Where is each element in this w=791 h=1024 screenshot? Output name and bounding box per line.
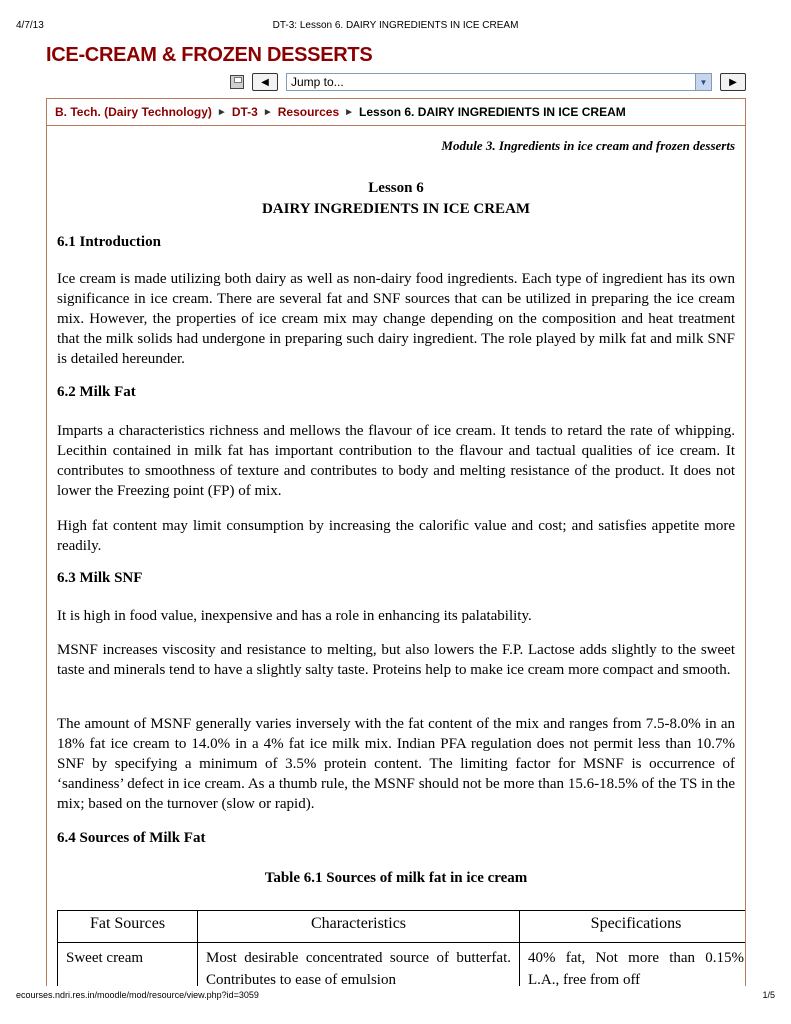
paragraph-milk-snf-3: The amount of MSNF generally varies inversely with the fat content of the mix and ranges from 7.5-8.0% in an 18% fat ice cream to 14.0% in a 4% fat ice milk mix. Indian PFA regulation does not permit less than 10.7% SNF by specifying a minimum of 3.5% protein content. The limiting factor for MSNF is occurrence of ‘sandiness’ defect in ice cream. As a thumb rule, the MSNF should not be more than 15.6-18.5% of the TS in the mix; based on the turnover (slow or rapid). [57, 716, 735, 812]
site-title[interactable]: ICE-CREAM & FROZEN DESSERTS [46, 44, 373, 66]
paragraph-milk-snf-2: MSNF increases viscosity and resistance to melting, but also lowers the F.P. Lactose adds slightly to the sweet taste and minerals tend to have a slightly salty taste. Proteins help to make ice cream more compact and smooth. [57, 642, 735, 678]
table-header-cell: Characteristics [198, 911, 520, 943]
table-header-cell: Fat Sources [58, 911, 198, 943]
lesson-heading [47, 178, 745, 220]
breadcrumb-current: Lesson 6. DAIRY INGREDIENTS IN ICE CREAM [359, 105, 626, 119]
breadcrumb-link-resources[interactable]: Resources [277, 105, 340, 119]
breadcrumb-separator-icon: ► [262, 106, 273, 118]
table-cell-source: Sweet cream [58, 943, 198, 987]
next-button[interactable] [720, 73, 746, 91]
print-url: ecourses.ndri.res.in/moodle/mod/resource/view.php?id=3059 [16, 990, 259, 1000]
section-heading-sources: 6.4 Sources of Milk Fat [57, 830, 206, 846]
right-arrow-icon: ▶ [729, 76, 737, 88]
paragraph-milk-snf-1: It is high in food value, inexpensive and has a role in enhancing its palatability. [57, 608, 532, 624]
paragraph-introduction: Ice cream is made utilizing both dairy as well as non-dairy food ingredients. Each type of ingredient has its own significance in ice cream. There are several fat and SNF sources that can be utilized in preparing the ice cream mix. However, the properties of ice cream mix may change depending on the composition and heat treatment that the milk solids had undergone in preparing such dairy ingredient. The role played by milk fat and milk SNF is detailed hereunder. [57, 271, 735, 367]
lesson-number: Lesson 6 [368, 180, 424, 196]
save-icon[interactable] [230, 75, 244, 89]
section-heading-introduction: 6.1 Introduction [57, 234, 161, 250]
chevron-down-icon[interactable]: ▼ [695, 74, 711, 90]
jump-to-value: Jump to... [291, 75, 344, 89]
fat-sources-table [57, 910, 746, 986]
table-row [58, 943, 747, 987]
table-header-row [58, 911, 747, 943]
breadcrumb [46, 98, 746, 126]
left-arrow-icon: ◀ [261, 76, 269, 88]
breadcrumb-link-btech[interactable]: B. Tech. (Dairy Technology) [55, 105, 212, 119]
table-caption: Table 6.1 Sources of milk fat in ice cream [264, 870, 528, 886]
table-cell-specifications: 40% fat, Not more than 0.15% L.A., free from off [520, 943, 747, 987]
section-heading-milk-fat: 6.2 Milk Fat [57, 384, 136, 400]
breadcrumb-separator-icon: ► [216, 106, 227, 118]
print-page-number: 1/5 [762, 990, 775, 1000]
breadcrumb-separator-icon: ► [344, 106, 355, 118]
lesson-content [46, 126, 746, 986]
paragraph-milk-fat-2: High fat content may limit consumption by increasing the calorific value and cost; and satisfies appetite more readily. [57, 518, 735, 554]
breadcrumb-link-dt3[interactable]: DT-3 [231, 105, 258, 119]
prev-button[interactable] [252, 73, 278, 91]
print-date: 4/7/13 [16, 20, 44, 31]
module-label: Module 3. Ingredients in ice cream and frozen desserts [441, 138, 735, 153]
table-header-cell: Specifications [520, 911, 747, 943]
section-heading-milk-snf: 6.3 Milk SNF [57, 570, 143, 586]
print-footer [16, 990, 775, 1004]
jump-to-select[interactable] [286, 73, 712, 91]
print-header [16, 20, 775, 34]
table-cell-characteristics: Most desirable concentrated source of butterfat. Contributes to ease of emulsion [198, 943, 520, 987]
jump-bar [230, 72, 746, 92]
lesson-title: DAIRY INGREDIENTS IN ICE CREAM [261, 201, 531, 217]
paragraph-milk-fat-1: Imparts a characteristics richness and mellows the flavour of ice cream. It tends to retard the rate of whipping. Lecithin contained in milk fat has important contribution to the flavour and tactual qualities of ice cream. It contributes to smoothness of texture and contributes to body and melting resistance of the product. It does not lower the Freezing point (FP) of mix. [57, 423, 735, 499]
print-title: DT-3: Lesson 6. DAIRY INGREDIENTS IN ICE CREAM [272, 20, 519, 31]
